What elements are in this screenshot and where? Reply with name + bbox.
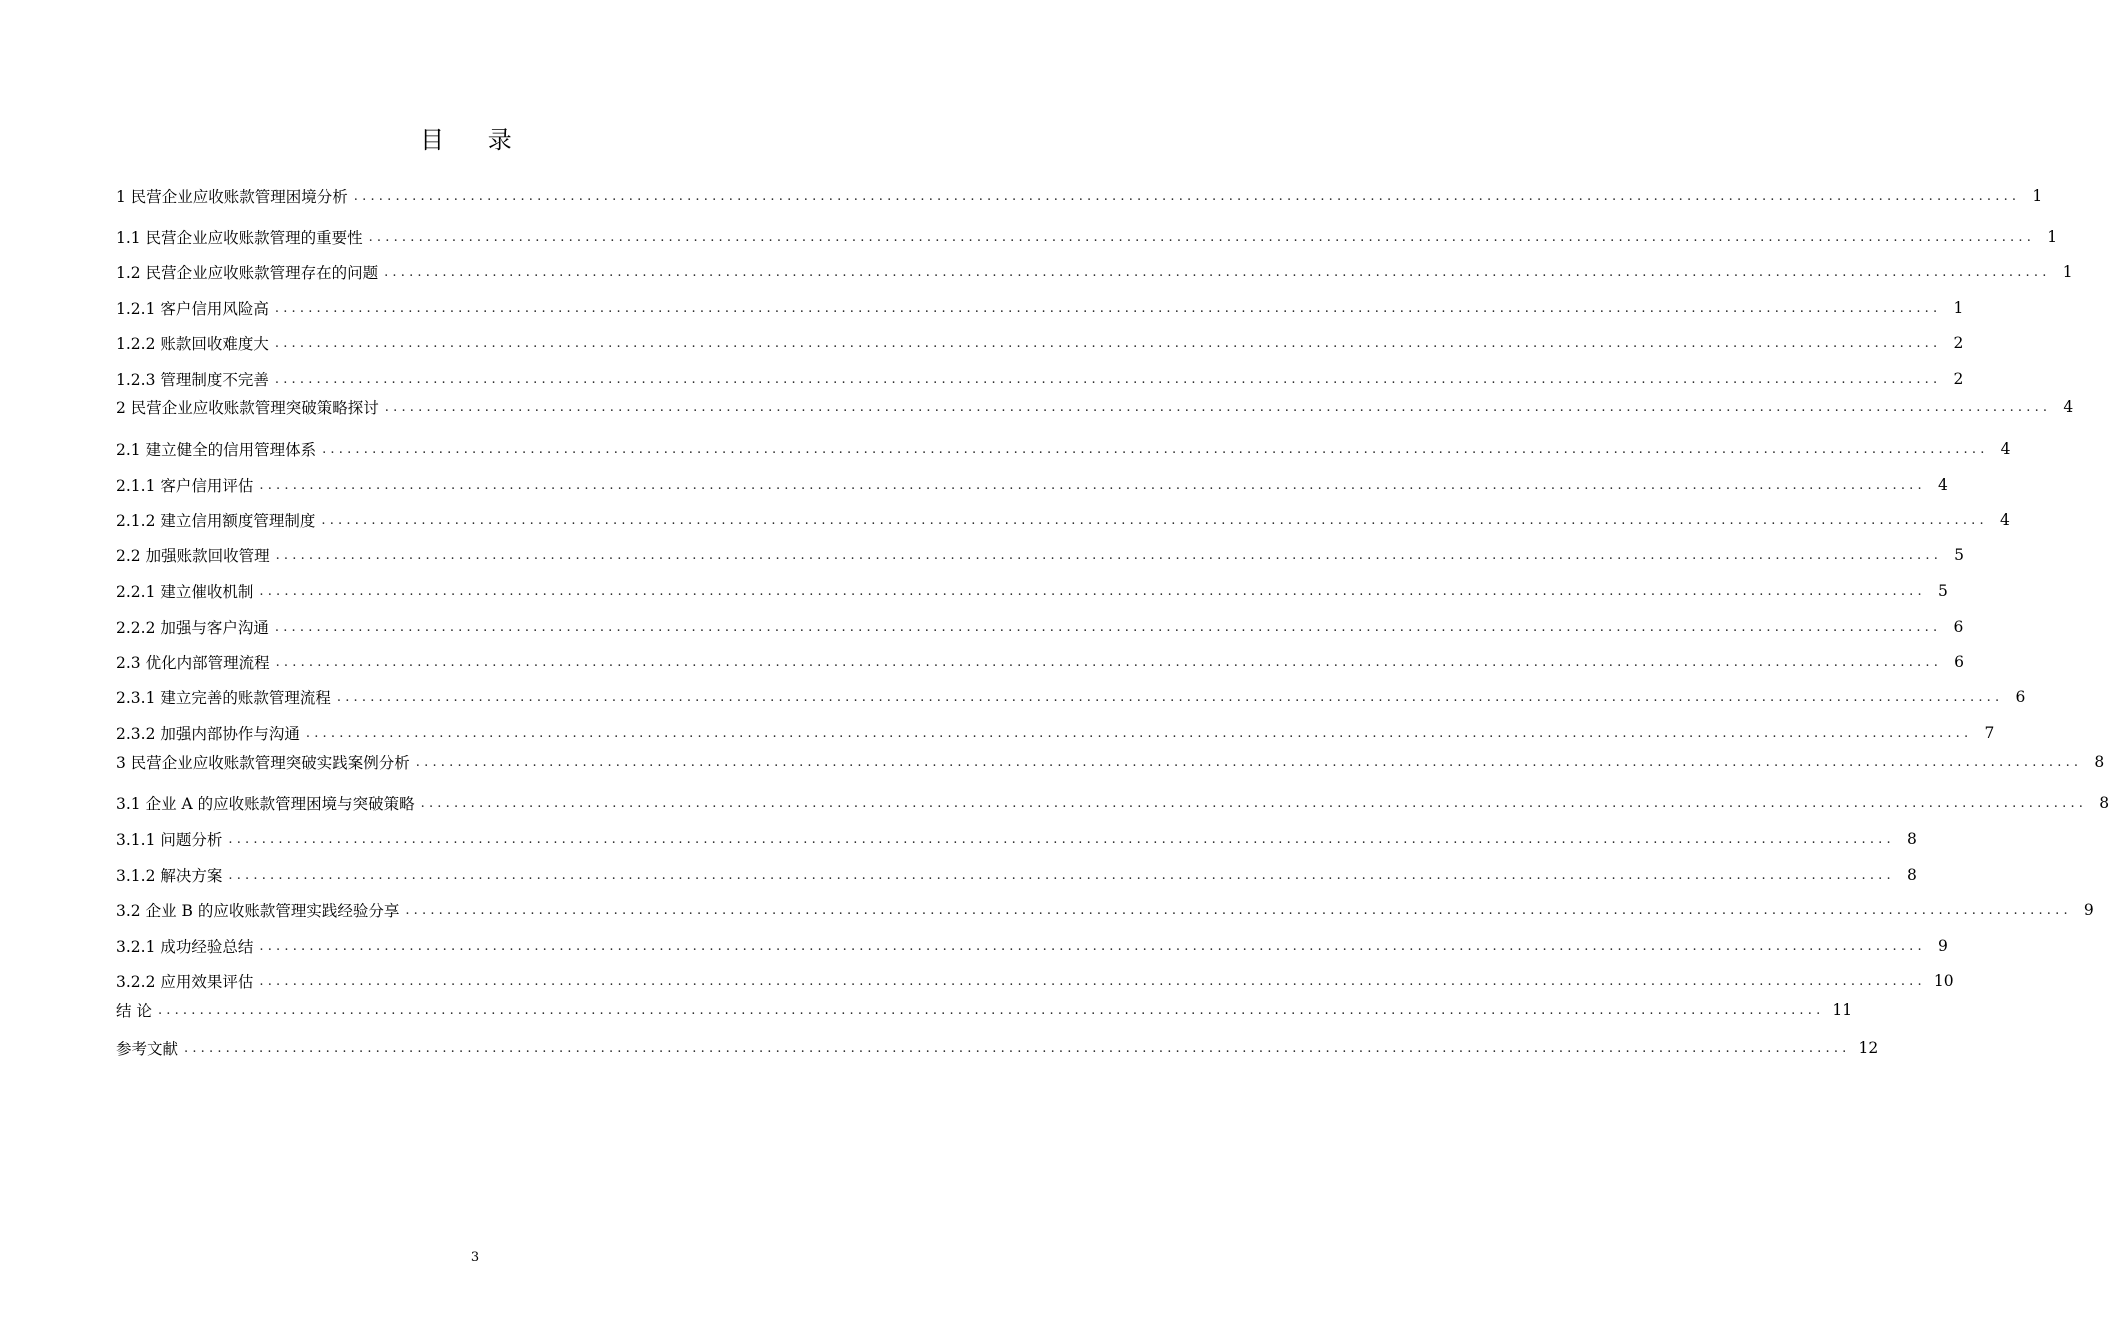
toc-entry[interactable] — [116, 792, 2109, 814]
toc-entry[interactable] — [116, 751, 2105, 773]
toc-entry[interactable] — [116, 686, 2026, 708]
toc-title: 目 录 — [420, 126, 530, 154]
toc-entry[interactable] — [116, 185, 2043, 207]
toc-leader-dots: ........................................................................................................................................................................................................ — [274, 335, 1942, 351]
toc-entry-title: 2.3.1 建立完善的账款管理流程 — [116, 689, 331, 707]
toc-leader-dots: ........................................................................................................................................................................................................ — [274, 300, 1942, 316]
toc-entry-title: 3.2 企业 B 的应收账款管理实践经验分享 — [116, 902, 400, 920]
toc-entry[interactable] — [116, 1037, 1879, 1059]
toc-leader-dots: ........................................................................................................................................................................................................ — [228, 831, 1895, 847]
toc-entry[interactable] — [116, 438, 2011, 460]
toc-leader-dots: ........................................................................................................................................................................................................ — [368, 229, 2036, 245]
toc-leader-dots: ........................................................................................................................................................................................................ — [384, 399, 2052, 415]
toc-leader-dots: ........................................................................................................................................................................................................ — [228, 867, 1895, 883]
toc-page-number: 5 — [1954, 546, 1965, 564]
toc-leader-dots: ........................................................................................................................................................................................................ — [384, 264, 2051, 280]
toc-entry-title: 3.1.1 问题分析 — [116, 831, 223, 849]
toc-entry[interactable] — [116, 297, 1964, 319]
toc-page-number: 2 — [1953, 370, 1964, 388]
toc-entry-title: 结 论 — [116, 1002, 152, 1020]
toc-page-number: 6 — [1953, 618, 1964, 636]
toc-entry[interactable] — [116, 616, 1964, 638]
toc-entry[interactable] — [116, 544, 1965, 566]
toc-entry[interactable] — [116, 474, 1948, 496]
toc-leader-dots: ........................................................................................................................................................................................................ — [184, 1040, 1851, 1056]
toc-entry-title: 2.1 建立健全的信用管理体系 — [116, 441, 317, 459]
toc-leader-dots: ........................................................................................................................................................................................................ — [274, 619, 1942, 635]
toc-page-number: 2 — [1953, 334, 1964, 352]
toc-leader-dots: ........................................................................................................................................................................................................ — [415, 754, 2083, 770]
toc-entry[interactable] — [116, 999, 1853, 1021]
toc-entry-title: 参考文献 — [116, 1040, 179, 1058]
toc-page-number: 7 — [1984, 724, 1995, 742]
toc-page-number: 1 — [2062, 263, 2073, 281]
toc-entry-title: 2.2 加强账款回收管理 — [116, 547, 270, 565]
toc-leader-dots: ........................................................................................................................................................................................................ — [305, 725, 1973, 741]
toc-leader-dots: ........................................................................................................................................................................................................ — [259, 583, 1926, 599]
toc-entry[interactable] — [116, 580, 1948, 602]
toc-page-number: 1 — [2047, 228, 2058, 246]
toc-page-number: 4 — [2063, 398, 2074, 416]
toc-page-number: 1 — [2032, 187, 2043, 205]
toc-page-number: 4 — [1937, 476, 1948, 494]
toc-page-number: 9 — [2083, 901, 2094, 919]
toc-page-number: 6 — [2015, 688, 2026, 706]
toc-leader-dots: ........................................................................................................................................................................................................ — [259, 973, 1926, 989]
toc-page-number: 8 — [2094, 753, 2105, 771]
toc-page-number: 1 — [1953, 299, 1964, 317]
toc-leader-dots: ........................................................................................................................................................................................................ — [420, 795, 2088, 811]
toc-entry-title: 2.1.1 客户信用评估 — [116, 477, 254, 495]
toc-entry-title: 2 民营企业应收账款管理突破策略探讨 — [116, 399, 379, 417]
toc-page-number: 10 — [1933, 972, 1954, 990]
toc-page-number: 6 — [1954, 653, 1965, 671]
toc-entry-title: 1.2.1 客户信用风险高 — [116, 300, 269, 318]
toc-entry-title: 3.1 企业 A 的应收账款管理困境与突破策略 — [116, 795, 415, 813]
toc-entry-title: 2.2.1 建立催收机制 — [116, 583, 254, 601]
page-number: 3 — [470, 1250, 480, 1265]
toc-entry-title: 1.1 民营企业应收账款管理的重要性 — [116, 229, 363, 247]
toc-leader-dots: ........................................................................................................................................................................................................ — [321, 512, 1988, 528]
toc-leader-dots: ........................................................................................................................................................................................................ — [322, 441, 1989, 457]
toc-page-number: 8 — [2099, 794, 2109, 812]
toc-entry-title: 2.1.2 建立信用额度管理制度 — [116, 512, 316, 530]
toc-entry[interactable] — [116, 332, 1964, 354]
toc-entry-title: 1.2 民营企业应收账款管理存在的问题 — [116, 264, 379, 282]
toc-entry[interactable] — [116, 651, 1965, 673]
toc-entry[interactable] — [116, 899, 2094, 921]
toc-page-number: 12 — [1858, 1039, 1879, 1057]
toc-leader-dots: ........................................................................................................................................................................................................ — [405, 902, 2072, 918]
toc-entry[interactable] — [116, 722, 1995, 744]
toc-leader-dots: ........................................................................................................................................................................................................ — [275, 654, 1943, 670]
toc-page-number: 5 — [1937, 582, 1948, 600]
toc-entry-title: 2.3.2 加强内部协作与沟通 — [116, 725, 300, 743]
toc-entry[interactable] — [116, 226, 2058, 248]
toc-page-number: 8 — [1906, 866, 1917, 884]
toc-entry-title: 1.2.3 管理制度不完善 — [116, 371, 269, 389]
toc-entry[interactable] — [116, 970, 1954, 992]
toc-entry[interactable] — [116, 368, 1964, 390]
toc-page-number: 9 — [1937, 937, 1948, 955]
toc-leader-dots: ........................................................................................................................................................................................................ — [353, 188, 2021, 204]
toc-leader-dots: ........................................................................................................................................................................................................ — [259, 477, 1926, 493]
toc-page-number: 8 — [1906, 830, 1917, 848]
toc-entry-title: 3.2.1 成功经验总结 — [116, 938, 254, 956]
toc-leader-dots: ........................................................................................................................................................................................................ — [336, 689, 2004, 705]
toc-page-number: 4 — [1999, 511, 2010, 529]
toc-page-number: 11 — [1832, 1001, 1853, 1019]
toc-leader-dots: ........................................................................................................................................................................................................ — [274, 371, 1942, 387]
toc-entry[interactable] — [116, 396, 2074, 418]
toc-entry-title: 3 民营企业应收账款管理突破实践案例分析 — [116, 754, 410, 772]
toc-entry[interactable] — [116, 935, 1948, 957]
toc-entry[interactable] — [116, 261, 2073, 283]
toc-entry-title: 3.2.2 应用效果评估 — [116, 973, 254, 991]
toc-entry[interactable] — [116, 828, 1917, 850]
toc-entry[interactable] — [116, 864, 1917, 886]
toc-entry-title: 2.3 优化内部管理流程 — [116, 654, 270, 672]
toc-entry-title: 3.1.2 解决方案 — [116, 867, 223, 885]
toc-page-number: 4 — [2000, 440, 2011, 458]
toc-entry-title: 2.2.2 加强与客户沟通 — [116, 619, 269, 637]
toc-entry-title: 1.2.2 账款回收难度大 — [116, 335, 269, 353]
toc-leader-dots: ........................................................................................................................................................................................................ — [259, 938, 1926, 954]
toc-leader-dots: ........................................................................................................................................................................................................ — [275, 547, 1943, 563]
toc-entry[interactable] — [116, 509, 2010, 531]
toc-leader-dots: ........................................................................................................................................................................................................ — [157, 1002, 1825, 1018]
toc-entry-title: 1 民营企业应收账款管理困境分析 — [116, 188, 348, 206]
